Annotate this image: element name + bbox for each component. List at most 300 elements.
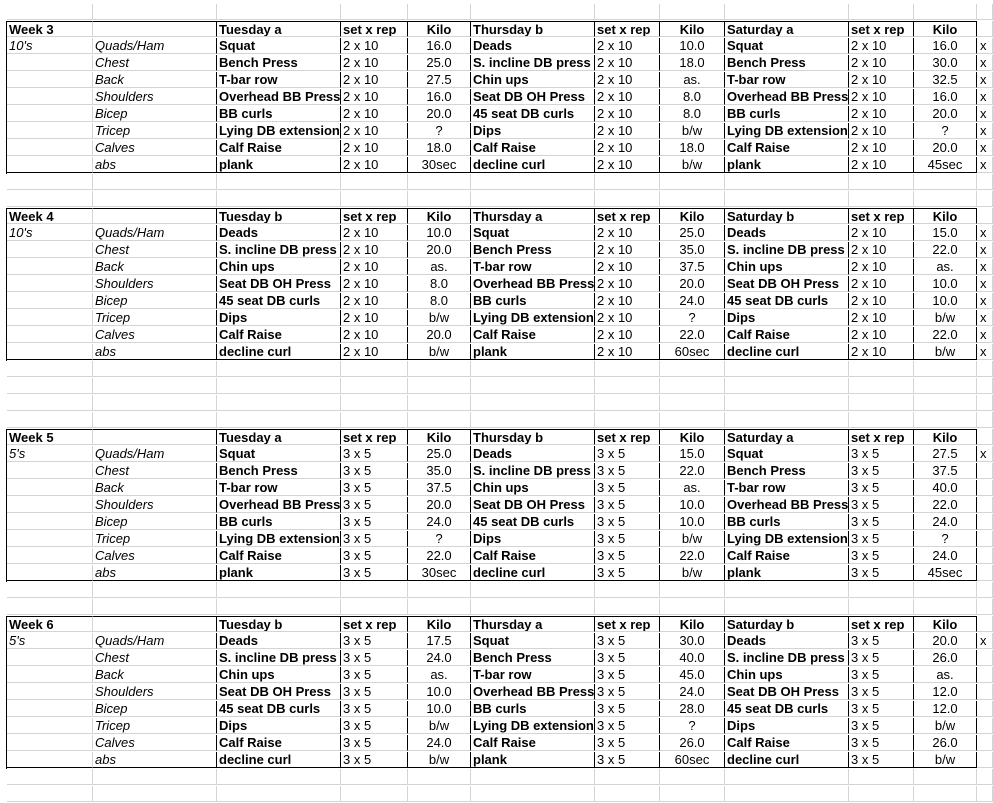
- kilo-cell[interactable]: 22.0: [914, 242, 977, 258]
- empty-cell[interactable]: [408, 599, 471, 615]
- kilo-cell[interactable]: 24.0: [408, 735, 471, 751]
- kilo-header[interactable]: Kilo: [660, 616, 725, 632]
- kilo-cell[interactable]: ?: [660, 310, 725, 326]
- setrep-cell[interactable]: 2 x 10: [849, 106, 914, 122]
- setrep-cell[interactable]: 2 x 10: [849, 140, 914, 156]
- empty-cell[interactable]: [660, 786, 725, 802]
- empty-cell[interactable]: [408, 582, 471, 598]
- setrep-cell[interactable]: 2 x 10: [849, 276, 914, 292]
- empty-cell[interactable]: [725, 786, 849, 802]
- empty-cell[interactable]: [660, 174, 725, 190]
- kilo-cell[interactable]: b/w: [914, 752, 977, 768]
- empty-cell[interactable]: [93, 4, 217, 20]
- exercise-cell[interactable]: Overhead BB Press: [473, 684, 595, 699]
- reps-blank[interactable]: [7, 293, 93, 309]
- muscle-group-cell[interactable]: Bicep: [93, 701, 217, 717]
- setrep-header[interactable]: set x rep: [849, 429, 914, 445]
- empty-cell[interactable]: [914, 191, 977, 207]
- kilo-cell[interactable]: 35.0: [660, 242, 725, 258]
- muscle-group-cell[interactable]: Calves: [93, 327, 217, 343]
- muscle-group-cell[interactable]: Back: [93, 259, 217, 275]
- kilo-header[interactable]: Kilo: [914, 616, 977, 632]
- reps-blank[interactable]: [7, 531, 93, 547]
- setrep-cell[interactable]: 3 x 5: [341, 633, 408, 649]
- empty-cell[interactable]: [849, 4, 914, 20]
- exercise-cell[interactable]: Calf Raise: [725, 140, 849, 156]
- muscle-group-cell[interactable]: abs: [93, 565, 217, 581]
- done-mark-cell[interactable]: x: [977, 446, 993, 462]
- setrep-cell[interactable]: 3 x 5: [849, 548, 914, 564]
- exercise-cell[interactable]: Overhead BB Press: [219, 89, 341, 104]
- reps-blank[interactable]: [7, 752, 93, 768]
- kilo-cell[interactable]: 16.0: [408, 89, 471, 105]
- kilo-cell[interactable]: 12.0: [914, 684, 977, 700]
- exercise-cell[interactable]: Calf Raise: [725, 735, 849, 751]
- kilo-cell[interactable]: as.: [914, 259, 977, 275]
- kilo-cell[interactable]: 10.0: [408, 225, 471, 241]
- setrep-cell[interactable]: 2 x 10: [849, 327, 914, 343]
- setrep-cell[interactable]: 2 x 10: [849, 72, 914, 88]
- kilo-cell[interactable]: b/w: [408, 752, 471, 768]
- day-title[interactable]: Tuesday a: [217, 429, 341, 445]
- kilo-cell[interactable]: 8.0: [660, 106, 725, 122]
- empty-cell[interactable]: [660, 378, 725, 394]
- kilo-cell[interactable]: 20.0: [408, 327, 471, 343]
- setrep-header[interactable]: set x rep: [595, 429, 660, 445]
- kilo-cell[interactable]: 37.5: [408, 480, 471, 496]
- setrep-cell[interactable]: 2 x 10: [595, 140, 660, 156]
- exercise-cell[interactable]: Calf Raise: [471, 140, 595, 156]
- day-title[interactable]: Saturday a: [725, 429, 849, 445]
- exercise-cell[interactable]: 45 seat DB curls: [217, 293, 341, 309]
- day-title[interactable]: Thursday b: [471, 429, 595, 445]
- empty-cell[interactable]: [217, 412, 341, 428]
- setrep-cell[interactable]: 2 x 10: [341, 344, 408, 360]
- exercise-cell[interactable]: Dips: [471, 123, 595, 139]
- empty-cell[interactable]: [725, 4, 849, 20]
- reps-blank[interactable]: [7, 140, 93, 156]
- empty-cell[interactable]: [217, 395, 341, 411]
- empty-cell[interactable]: [595, 769, 660, 785]
- empty-cell[interactable]: [977, 191, 993, 207]
- empty-cell[interactable]: [725, 174, 849, 190]
- empty-cell[interactable]: [725, 599, 849, 615]
- header-blank[interactable]: [93, 429, 217, 445]
- reps-label[interactable]: 5's: [7, 446, 93, 462]
- done-mark-cell[interactable]: x: [977, 344, 993, 360]
- week-label[interactable]: Week 6: [7, 616, 93, 632]
- kilo-cell[interactable]: 20.0: [914, 106, 977, 122]
- setrep-cell[interactable]: 2 x 10: [341, 293, 408, 309]
- kilo-cell[interactable]: 17.5: [408, 633, 471, 649]
- exercise-cell[interactable]: Dips: [725, 718, 849, 734]
- done-mark-cell[interactable]: x: [977, 225, 993, 241]
- exercise-cell[interactable]: 45 seat DB curls: [725, 293, 849, 309]
- exercise-cell[interactable]: Squat: [471, 633, 595, 649]
- exercise-cell[interactable]: S. incline DB press: [471, 463, 595, 479]
- empty-cell[interactable]: [595, 361, 660, 377]
- exercise-cell[interactable]: Calf Raise: [217, 327, 341, 343]
- kilo-cell[interactable]: 10.0: [660, 38, 725, 54]
- done-mark-cell[interactable]: x: [977, 633, 993, 649]
- exercise-cell[interactable]: Calf Raise: [471, 735, 595, 751]
- muscle-group-cell[interactable]: Calves: [93, 140, 217, 156]
- exercise-cell[interactable]: S. incline DB press: [217, 650, 341, 666]
- exercise-cell[interactable]: decline curl: [725, 344, 849, 360]
- setrep-cell[interactable]: 3 x 5: [849, 565, 914, 581]
- setrep-cell[interactable]: 3 x 5: [341, 701, 408, 717]
- exercise-cell[interactable]: T-bar row: [725, 480, 849, 496]
- kilo-header[interactable]: Kilo: [660, 429, 725, 445]
- kilo-cell[interactable]: ?: [408, 123, 471, 139]
- setrep-cell[interactable]: 2 x 10: [849, 344, 914, 360]
- setrep-cell[interactable]: 3 x 5: [341, 565, 408, 581]
- empty-cell[interactable]: [849, 582, 914, 598]
- empty-cell[interactable]: [660, 361, 725, 377]
- empty-cell[interactable]: [217, 4, 341, 20]
- muscle-group-cell[interactable]: Bicep: [93, 293, 217, 309]
- empty-cell[interactable]: [341, 582, 408, 598]
- setrep-cell[interactable]: 2 x 10: [341, 72, 408, 88]
- reps-blank[interactable]: [7, 667, 93, 683]
- empty-cell[interactable]: [408, 378, 471, 394]
- kilo-cell[interactable]: 37.5: [660, 259, 725, 275]
- setrep-cell[interactable]: 2 x 10: [849, 293, 914, 309]
- muscle-group-cell[interactable]: abs: [93, 344, 217, 360]
- empty-cell[interactable]: [7, 174, 93, 190]
- kilo-cell[interactable]: b/w: [408, 344, 471, 360]
- kilo-cell[interactable]: 15.0: [660, 446, 725, 462]
- kilo-cell[interactable]: 16.0: [914, 38, 977, 54]
- exercise-cell[interactable]: Overhead BB Press: [473, 276, 595, 291]
- exercise-cell[interactable]: Deads: [725, 633, 849, 649]
- empty-cell[interactable]: [217, 174, 341, 190]
- kilo-cell[interactable]: as.: [914, 667, 977, 683]
- setrep-cell[interactable]: 2 x 10: [341, 55, 408, 71]
- exercise-cell[interactable]: BB curls: [471, 701, 595, 717]
- exercise-cell[interactable]: S. incline DB press: [725, 242, 849, 258]
- setrep-cell[interactable]: 2 x 10: [341, 225, 408, 241]
- setrep-header[interactable]: set x rep: [595, 21, 660, 37]
- muscle-group-cell[interactable]: Calves: [93, 735, 217, 751]
- empty-cell[interactable]: [977, 786, 993, 802]
- setrep-cell[interactable]: 3 x 5: [849, 718, 914, 734]
- kilo-cell[interactable]: 10.0: [408, 701, 471, 717]
- setrep-cell[interactable]: 2 x 10: [595, 225, 660, 241]
- kilo-cell[interactable]: 22.0: [914, 497, 977, 513]
- muscle-group-cell[interactable]: abs: [93, 157, 217, 173]
- exercise-cell[interactable]: Dips: [725, 310, 849, 326]
- done-mark-cell[interactable]: [977, 480, 993, 496]
- setrep-cell[interactable]: 2 x 10: [595, 293, 660, 309]
- reps-blank[interactable]: [7, 463, 93, 479]
- setrep-cell[interactable]: 3 x 5: [341, 735, 408, 751]
- setrep-header[interactable]: set x rep: [341, 208, 408, 224]
- exercise-cell[interactable]: Lying DB extension: [473, 718, 594, 733]
- empty-cell[interactable]: [7, 378, 93, 394]
- exercise-cell[interactable]: T-bar row: [725, 72, 849, 88]
- muscle-group-cell[interactable]: Shoulders: [93, 497, 217, 513]
- setrep-cell[interactable]: 2 x 10: [595, 106, 660, 122]
- muscle-group-cell[interactable]: Back: [93, 480, 217, 496]
- empty-cell[interactable]: [7, 786, 93, 802]
- reps-blank[interactable]: [7, 514, 93, 530]
- exercise-cell[interactable]: Squat: [471, 225, 595, 241]
- kilo-cell[interactable]: 12.0: [914, 701, 977, 717]
- kilo-cell[interactable]: 22.0: [660, 548, 725, 564]
- exercise-cell[interactable]: Calf Raise: [471, 548, 595, 564]
- exercise-cell[interactable]: Deads: [471, 38, 595, 54]
- kilo-cell[interactable]: 8.0: [408, 276, 471, 292]
- exercise-cell[interactable]: S. incline DB press: [725, 650, 849, 666]
- setrep-cell[interactable]: 2 x 10: [849, 123, 914, 139]
- exercise-cell[interactable]: Bench Press: [217, 463, 341, 479]
- muscle-group-cell[interactable]: Chest: [93, 463, 217, 479]
- exercise-cell[interactable]: Seat DB OH Press: [217, 684, 341, 700]
- empty-cell[interactable]: [725, 378, 849, 394]
- exercise-cell[interactable]: decline curl: [217, 752, 341, 768]
- empty-cell[interactable]: [914, 769, 977, 785]
- setrep-cell[interactable]: 3 x 5: [595, 565, 660, 581]
- kilo-header[interactable]: Kilo: [660, 21, 725, 37]
- setrep-cell[interactable]: 2 x 10: [595, 310, 660, 326]
- exercise-cell[interactable]: plank: [471, 344, 595, 360]
- exercise-cell[interactable]: Squat: [725, 446, 849, 462]
- exercise-cell[interactable]: Chin ups: [725, 667, 849, 683]
- kilo-cell[interactable]: ?: [914, 531, 977, 547]
- exercise-cell[interactable]: Overhead BB Press: [727, 497, 849, 512]
- muscle-group-cell[interactable]: Tricep: [93, 531, 217, 547]
- exercise-cell[interactable]: Lying DB extension: [727, 531, 848, 546]
- kilo-cell[interactable]: 37.5: [914, 463, 977, 479]
- reps-blank[interactable]: [7, 72, 93, 88]
- exercise-cell[interactable]: Dips: [217, 718, 341, 734]
- reps-blank[interactable]: [7, 497, 93, 513]
- empty-cell[interactable]: [341, 378, 408, 394]
- empty-cell[interactable]: [914, 378, 977, 394]
- kilo-cell[interactable]: ?: [660, 718, 725, 734]
- exercise-cell[interactable]: Bench Press: [471, 242, 595, 258]
- empty-cell[interactable]: [849, 412, 914, 428]
- day-title[interactable]: Tuesday a: [217, 21, 341, 37]
- exercise-cell[interactable]: Calf Raise: [217, 140, 341, 156]
- kilo-cell[interactable]: 10.0: [914, 276, 977, 292]
- kilo-cell[interactable]: 24.0: [408, 514, 471, 530]
- muscle-group-cell[interactable]: Tricep: [93, 310, 217, 326]
- empty-cell[interactable]: [914, 174, 977, 190]
- kilo-cell[interactable]: as.: [408, 667, 471, 683]
- setrep-cell[interactable]: 2 x 10: [341, 276, 408, 292]
- kilo-header[interactable]: Kilo: [408, 21, 471, 37]
- reps-blank[interactable]: [7, 106, 93, 122]
- muscle-group-cell[interactable]: Back: [93, 72, 217, 88]
- empty-cell[interactable]: [93, 395, 217, 411]
- reps-blank[interactable]: [7, 735, 93, 751]
- done-mark-cell[interactable]: x: [977, 55, 993, 71]
- kilo-cell[interactable]: 27.5: [914, 446, 977, 462]
- muscle-group-cell[interactable]: Calves: [93, 548, 217, 564]
- setrep-cell[interactable]: 3 x 5: [341, 667, 408, 683]
- exercise-cell[interactable]: Dips: [471, 531, 595, 547]
- muscle-group-cell[interactable]: Shoulders: [93, 684, 217, 700]
- empty-cell[interactable]: [93, 191, 217, 207]
- kilo-cell[interactable]: 26.0: [660, 735, 725, 751]
- exercise-cell[interactable]: Seat DB OH Press: [725, 276, 849, 292]
- kilo-cell[interactable]: 27.5: [408, 72, 471, 88]
- empty-cell[interactable]: [341, 769, 408, 785]
- empty-cell[interactable]: [471, 395, 595, 411]
- setrep-cell[interactable]: 3 x 5: [595, 667, 660, 683]
- exercise-cell[interactable]: Chin ups: [471, 72, 595, 88]
- day-title[interactable]: Thursday b: [471, 21, 595, 37]
- empty-cell[interactable]: [660, 395, 725, 411]
- empty-cell[interactable]: [595, 4, 660, 20]
- setrep-cell[interactable]: 2 x 10: [849, 225, 914, 241]
- empty-cell[interactable]: [408, 361, 471, 377]
- setrep-cell[interactable]: 2 x 10: [849, 310, 914, 326]
- muscle-group-cell[interactable]: Chest: [93, 55, 217, 71]
- exercise-cell[interactable]: Deads: [725, 225, 849, 241]
- exercise-cell[interactable]: plank: [725, 565, 849, 581]
- done-mark-cell[interactable]: [977, 701, 993, 717]
- done-mark-cell[interactable]: x: [977, 327, 993, 343]
- empty-cell[interactable]: [93, 769, 217, 785]
- kilo-cell[interactable]: b/w: [660, 531, 725, 547]
- done-mark-cell[interactable]: [977, 497, 993, 513]
- setrep-cell[interactable]: 3 x 5: [595, 480, 660, 496]
- done-mark-cell[interactable]: x: [977, 89, 993, 105]
- reps-blank[interactable]: [7, 684, 93, 700]
- kilo-cell[interactable]: 40.0: [914, 480, 977, 496]
- exercise-cell[interactable]: Deads: [217, 633, 341, 649]
- empty-cell[interactable]: [595, 174, 660, 190]
- week-label[interactable]: Week 3: [7, 21, 93, 37]
- muscle-group-cell[interactable]: Bicep: [93, 514, 217, 530]
- empty-cell[interactable]: [849, 361, 914, 377]
- day-title[interactable]: Tuesday b: [217, 208, 341, 224]
- setrep-cell[interactable]: 3 x 5: [595, 752, 660, 768]
- empty-cell[interactable]: [914, 4, 977, 20]
- setrep-cell[interactable]: 3 x 5: [595, 701, 660, 717]
- empty-cell[interactable]: [977, 378, 993, 394]
- empty-cell[interactable]: [471, 191, 595, 207]
- exercise-cell[interactable]: decline curl: [471, 157, 595, 173]
- kilo-cell[interactable]: as.: [660, 480, 725, 496]
- setrep-cell[interactable]: 3 x 5: [341, 684, 408, 700]
- reps-blank[interactable]: [7, 157, 93, 173]
- setrep-header[interactable]: set x rep: [595, 208, 660, 224]
- kilo-cell[interactable]: 22.0: [914, 327, 977, 343]
- empty-cell[interactable]: [660, 412, 725, 428]
- kilo-cell[interactable]: b/w: [408, 718, 471, 734]
- empty-cell[interactable]: [93, 599, 217, 615]
- exercise-cell[interactable]: Bench Press: [471, 650, 595, 666]
- empty-cell[interactable]: [217, 786, 341, 802]
- muscle-group-cell[interactable]: Quads/Ham: [93, 225, 217, 241]
- empty-cell[interactable]: [217, 769, 341, 785]
- setrep-cell[interactable]: 2 x 10: [849, 259, 914, 275]
- exercise-cell[interactable]: Calf Raise: [725, 327, 849, 343]
- setrep-cell[interactable]: 2 x 10: [341, 157, 408, 173]
- setrep-cell[interactable]: 3 x 5: [849, 463, 914, 479]
- exercise-cell[interactable]: 45 seat DB curls: [471, 106, 595, 122]
- setrep-header[interactable]: set x rep: [341, 429, 408, 445]
- empty-cell[interactable]: [7, 582, 93, 598]
- setrep-cell[interactable]: 2 x 10: [595, 344, 660, 360]
- empty-cell[interactable]: [217, 191, 341, 207]
- empty-cell[interactable]: [341, 361, 408, 377]
- header-blank[interactable]: [93, 616, 217, 632]
- done-mark-cell[interactable]: x: [977, 157, 993, 173]
- empty-cell[interactable]: [7, 412, 93, 428]
- kilo-cell[interactable]: 25.0: [660, 225, 725, 241]
- muscle-group-cell[interactable]: Tricep: [93, 718, 217, 734]
- done-mark-cell[interactable]: x: [977, 123, 993, 139]
- kilo-cell[interactable]: 60sec: [660, 344, 725, 360]
- done-mark-cell[interactable]: x: [977, 293, 993, 309]
- exercise-cell[interactable]: Bench Press: [725, 463, 849, 479]
- empty-cell[interactable]: [977, 412, 993, 428]
- reps-blank[interactable]: [7, 718, 93, 734]
- setrep-cell[interactable]: 2 x 10: [341, 327, 408, 343]
- setrep-cell[interactable]: 2 x 10: [595, 327, 660, 343]
- empty-cell[interactable]: [849, 191, 914, 207]
- kilo-cell[interactable]: 10.0: [660, 497, 725, 513]
- empty-cell[interactable]: [595, 786, 660, 802]
- exercise-cell[interactable]: Chin ups: [217, 667, 341, 683]
- exercise-cell[interactable]: Chin ups: [725, 259, 849, 275]
- empty-cell[interactable]: [7, 4, 93, 20]
- empty-cell[interactable]: [93, 582, 217, 598]
- setrep-cell[interactable]: 2 x 10: [341, 106, 408, 122]
- empty-cell[interactable]: [408, 412, 471, 428]
- kilo-header[interactable]: Kilo: [408, 429, 471, 445]
- setrep-header[interactable]: set x rep: [595, 616, 660, 632]
- reps-blank[interactable]: [7, 259, 93, 275]
- empty-cell[interactable]: [471, 4, 595, 20]
- kilo-header[interactable]: Kilo: [914, 208, 977, 224]
- kilo-cell[interactable]: 10.0: [914, 293, 977, 309]
- setrep-cell[interactable]: 2 x 10: [341, 140, 408, 156]
- exercise-cell[interactable]: decline curl: [725, 752, 849, 768]
- kilo-cell[interactable]: 22.0: [660, 463, 725, 479]
- reps-blank[interactable]: [7, 327, 93, 343]
- empty-cell[interactable]: [849, 174, 914, 190]
- exercise-cell[interactable]: Dips: [217, 310, 341, 326]
- exercise-cell[interactable]: Squat: [217, 38, 341, 54]
- setrep-cell[interactable]: 3 x 5: [341, 718, 408, 734]
- setrep-cell[interactable]: 2 x 10: [595, 276, 660, 292]
- empty-cell[interactable]: [595, 395, 660, 411]
- setrep-cell[interactable]: 3 x 5: [595, 633, 660, 649]
- empty-cell[interactable]: [595, 599, 660, 615]
- kilo-cell[interactable]: as.: [408, 259, 471, 275]
- setrep-header[interactable]: set x rep: [849, 616, 914, 632]
- setrep-cell[interactable]: 3 x 5: [849, 514, 914, 530]
- exercise-cell[interactable]: Squat: [217, 446, 341, 462]
- exercise-cell[interactable]: Chin ups: [471, 480, 595, 496]
- empty-cell[interactable]: [977, 395, 993, 411]
- done-mark-cell[interactable]: x: [977, 140, 993, 156]
- setrep-cell[interactable]: 3 x 5: [341, 650, 408, 666]
- setrep-cell[interactable]: 2 x 10: [595, 157, 660, 173]
- kilo-cell[interactable]: 18.0: [660, 140, 725, 156]
- empty-cell[interactable]: [660, 582, 725, 598]
- empty-cell[interactable]: [725, 582, 849, 598]
- exercise-cell[interactable]: Chin ups: [217, 259, 341, 275]
- kilo-cell[interactable]: b/w: [660, 157, 725, 173]
- empty-cell[interactable]: [471, 599, 595, 615]
